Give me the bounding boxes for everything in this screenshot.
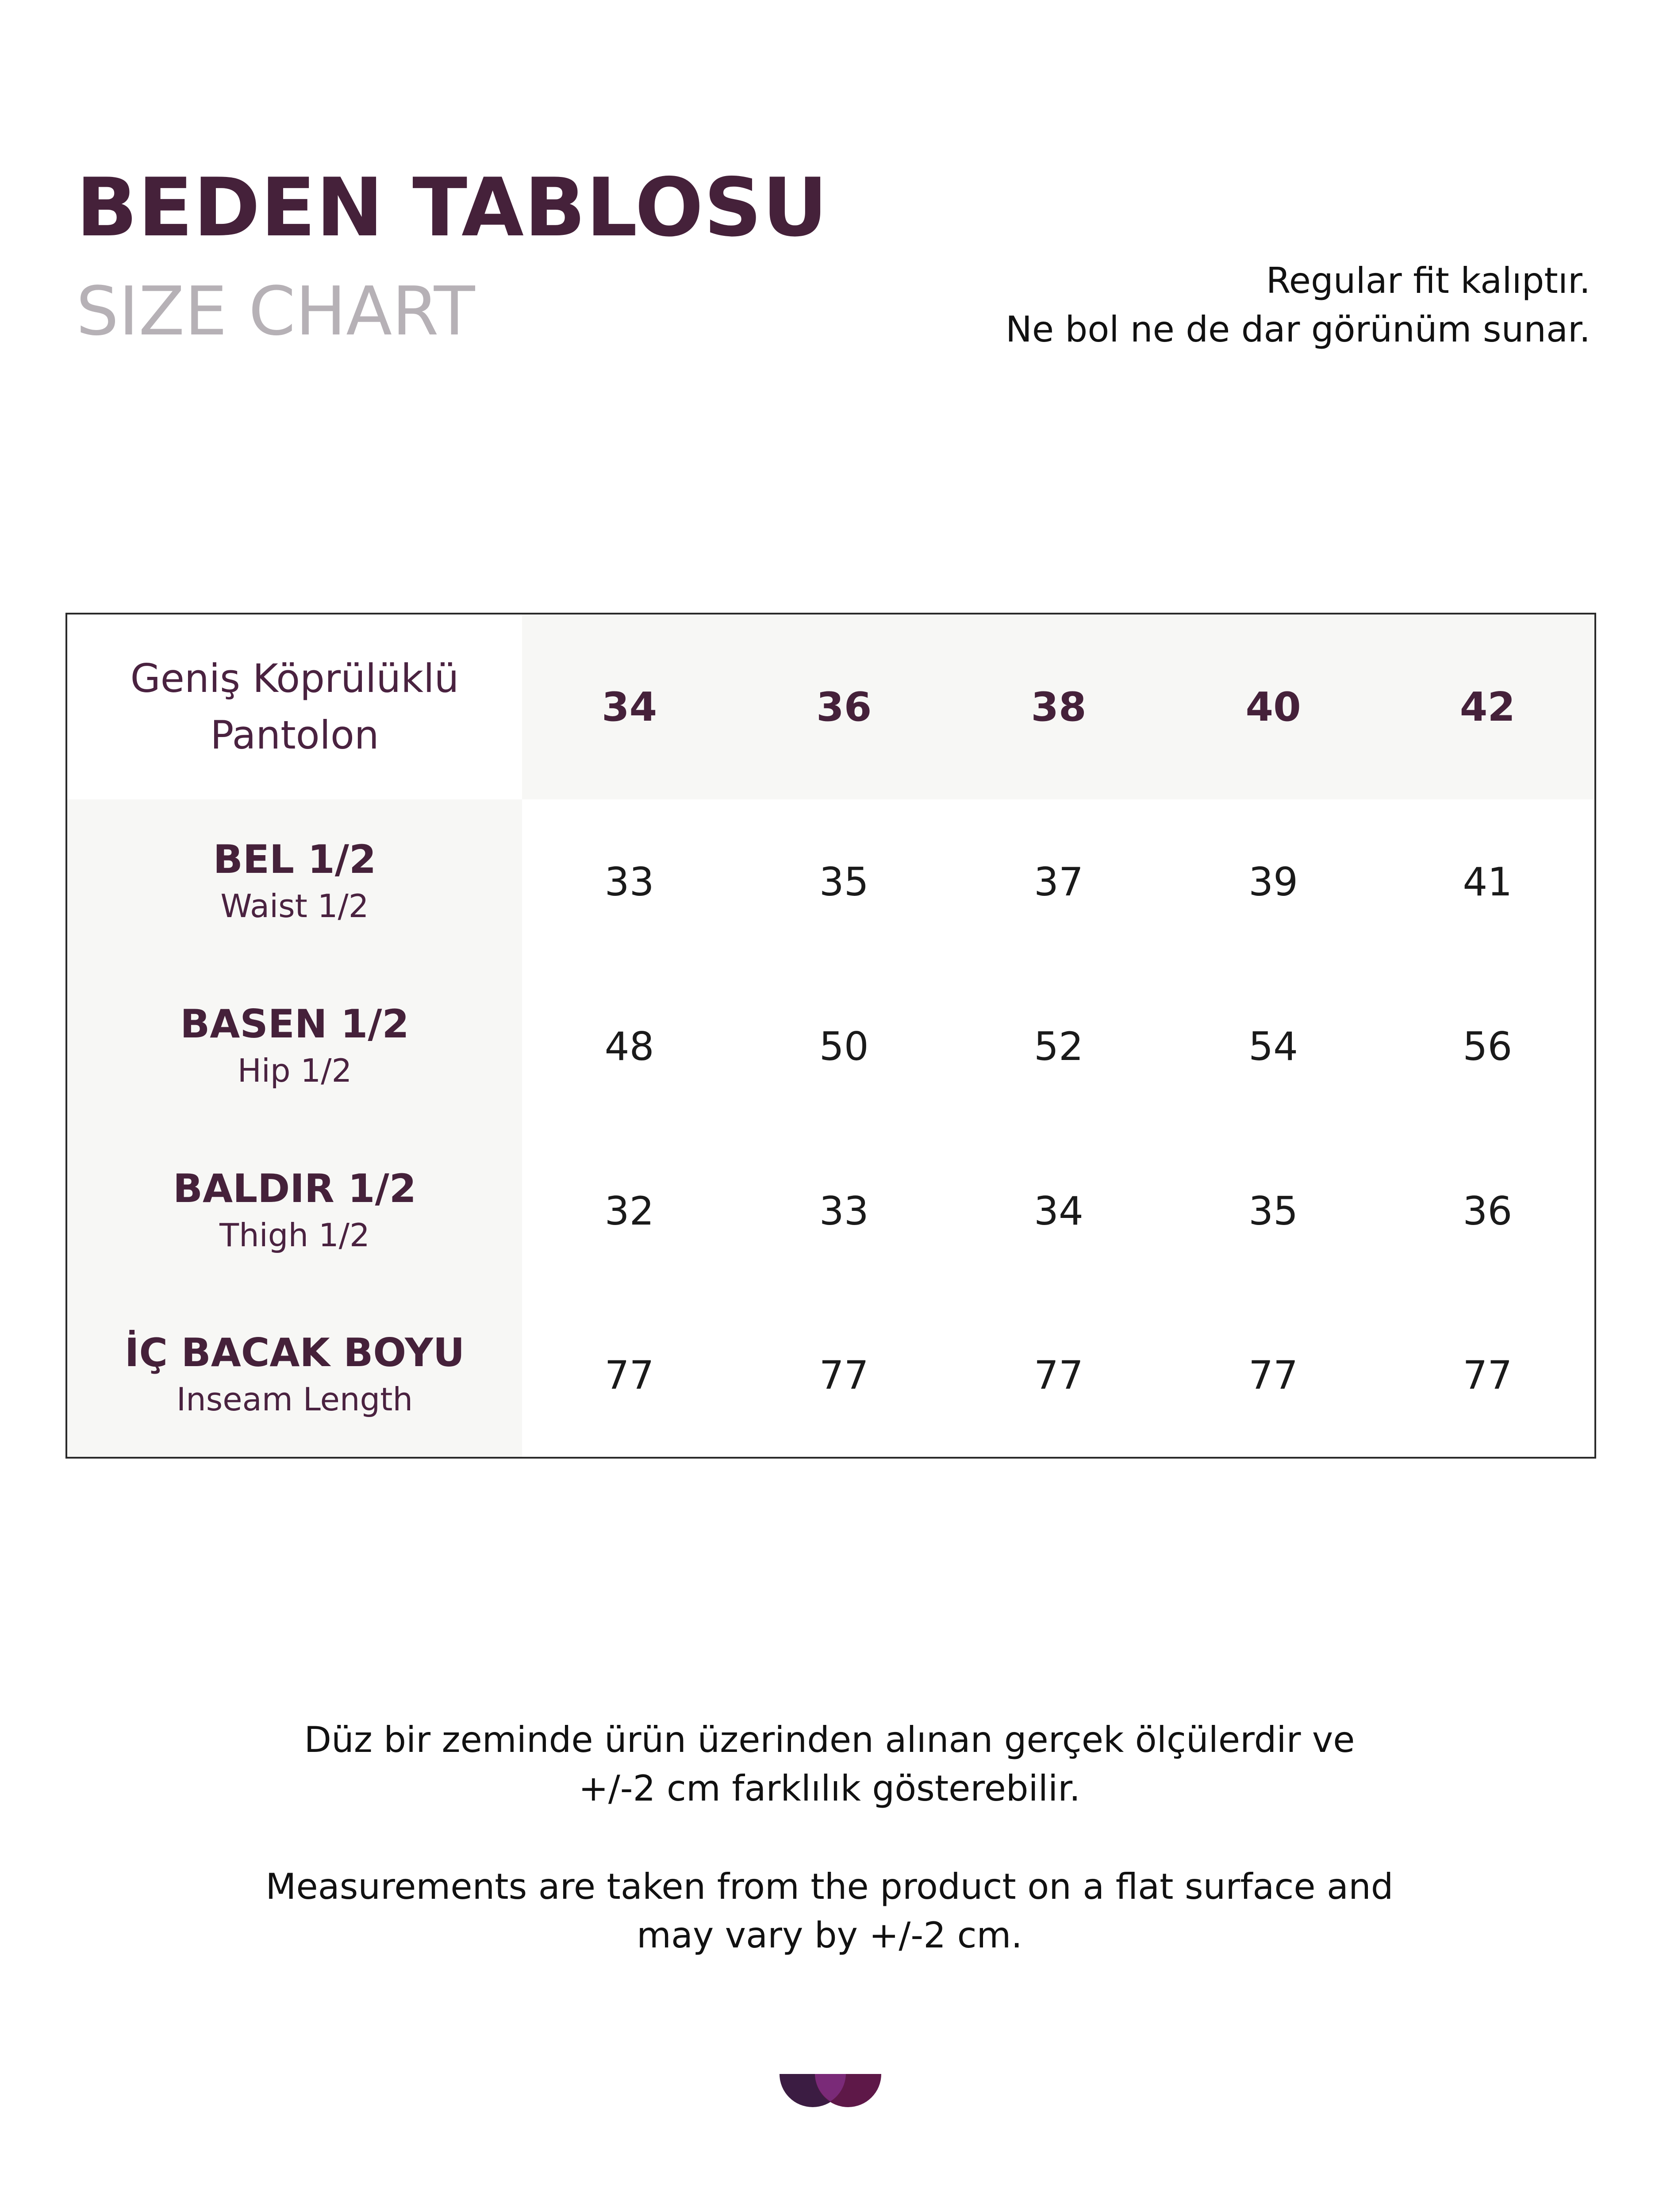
note-line: +/-2 cm farklılık gösterebilir. xyxy=(578,1768,1081,1809)
measurement-cell: 32 xyxy=(522,1129,737,1293)
product-name-line: Geniş Köprülüklü xyxy=(130,656,459,701)
measurement-note-tr xyxy=(0,1716,1659,1813)
row-label xyxy=(66,1293,522,1458)
measurement-cell: 77 xyxy=(1381,1293,1595,1458)
row-label-en: Inseam Length xyxy=(176,1381,413,1418)
row-label-tr: BEL 1/2 xyxy=(213,837,376,882)
page-title: BEDEN TABLOSU xyxy=(76,161,828,254)
row-label xyxy=(66,964,522,1129)
size-header: 38 xyxy=(951,614,1166,799)
table-header-row xyxy=(66,614,1595,799)
measurement-cell: 52 xyxy=(951,964,1166,1129)
table-row-thigh xyxy=(66,1129,1595,1293)
measurement-cell: 48 xyxy=(522,964,737,1129)
measurement-cell: 77 xyxy=(522,1293,737,1458)
size-header: 40 xyxy=(1166,614,1381,799)
measurement-cell: 34 xyxy=(951,1129,1166,1293)
row-label xyxy=(66,1129,522,1293)
size-header: 34 xyxy=(522,614,737,799)
product-name-cell xyxy=(66,614,522,799)
brand-logo-icon xyxy=(780,2074,881,2109)
measurement-cell: 77 xyxy=(737,1293,951,1458)
measurement-cell: 36 xyxy=(1381,1129,1595,1293)
note-line: Düz bir zeminde ürün üzerinden alınan gerçek ölçülerdir ve xyxy=(304,1719,1355,1760)
measurement-cell: 33 xyxy=(522,799,737,964)
row-label xyxy=(66,799,522,964)
note-line: Measurements are taken from the product on a flat surface and xyxy=(265,1866,1394,1907)
table-row-waist xyxy=(66,799,1595,964)
measurement-cell: 77 xyxy=(951,1293,1166,1458)
measurement-cell: 54 xyxy=(1166,964,1381,1129)
page-subtitle: SIZE CHART xyxy=(76,272,475,350)
row-label-en: Waist 1/2 xyxy=(220,887,369,925)
product-name-line: Pantolon xyxy=(210,712,379,758)
measurement-cell: 50 xyxy=(737,964,951,1129)
fit-note xyxy=(1006,257,1590,354)
row-label-tr: İÇ BACAK BOYU xyxy=(124,1330,465,1375)
measurement-cell: 37 xyxy=(951,799,1166,964)
row-label-en: Hip 1/2 xyxy=(237,1052,352,1089)
note-line: may vary by +/-2 cm. xyxy=(637,1915,1022,1956)
measurement-cell: 56 xyxy=(1381,964,1595,1129)
measurement-cell: 39 xyxy=(1166,799,1381,964)
row-label-en: Thigh 1/2 xyxy=(219,1217,370,1254)
measurement-cell: 35 xyxy=(737,799,951,964)
fit-note-line: Ne bol ne de dar görünüm sunar. xyxy=(1006,309,1590,350)
row-label-tr: BASEN 1/2 xyxy=(180,1001,409,1047)
table-row-hip xyxy=(66,964,1595,1129)
size-header: 42 xyxy=(1381,614,1595,799)
table-row-inseam xyxy=(66,1293,1595,1458)
fit-note-line: Regular fit kalıptır. xyxy=(1266,260,1590,301)
measurement-cell: 35 xyxy=(1166,1129,1381,1293)
measurement-cell: 41 xyxy=(1381,799,1595,964)
measurement-note-en xyxy=(0,1863,1659,1960)
size-header: 36 xyxy=(737,614,951,799)
measurement-cell: 77 xyxy=(1166,1293,1381,1458)
size-table xyxy=(65,613,1596,1459)
measurement-cell: 33 xyxy=(737,1129,951,1293)
row-label-tr: BALDIR 1/2 xyxy=(173,1166,417,1211)
